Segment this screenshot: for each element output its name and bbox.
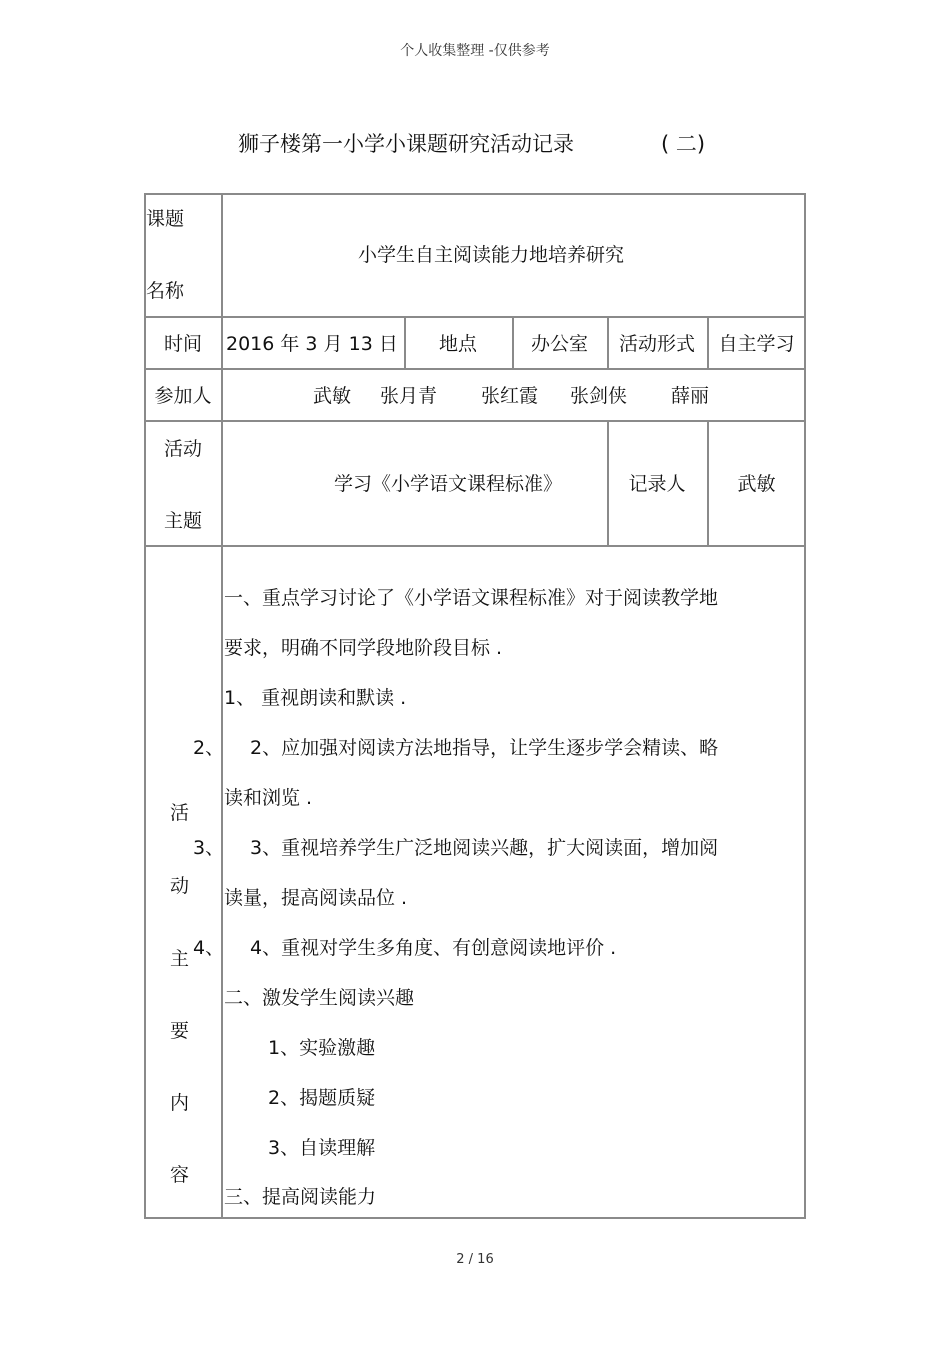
content-line: 读量，提高阅读品位 . (224, 887, 408, 909)
page-number: 2 / 16 (456, 1252, 494, 1267)
row-divider (144, 368, 806, 370)
content-line: 要求，明确不同学段地阶段目标 . (224, 637, 503, 659)
time-label: 时间 (163, 333, 202, 355)
theme-label-line-1: 活动 (163, 438, 202, 460)
participants-label: 参加人 (154, 385, 212, 407)
content-label-char: 容 (170, 1164, 190, 1186)
content-line: 一、重点学习讨论了《小学语文课程标准》对于阅读教学地 (224, 587, 719, 609)
content-line: 二、激发学生阅读兴趣 (224, 987, 415, 1009)
content-line: 三、提高阅读能力 (224, 1186, 377, 1208)
content-line: 2、揭题质疑 (268, 1087, 376, 1109)
content-line: 1、 重视朗读和默读 . (224, 687, 407, 709)
content-label-char: 动 (170, 875, 190, 897)
place-value: 办公室 (530, 333, 588, 355)
content-label-char: 3、 (193, 837, 225, 859)
document-title-suffix: ( 二) (661, 132, 706, 156)
content-line: 读和浏览 . (224, 787, 313, 809)
form-label: 活动形式 (618, 333, 695, 355)
form-value: 自主学习 (718, 333, 795, 355)
participant-name: 薛丽 (671, 385, 710, 407)
content-line: 4、重视对学生多角度、有创意阅读地评价 . (250, 937, 617, 959)
content-label-char: 2、 (193, 737, 225, 759)
participant-name: 张月青 (380, 385, 438, 407)
participant-name: 张红霞 (481, 385, 539, 407)
recorder-label: 记录人 (628, 473, 686, 495)
place-label: 地点 (438, 333, 477, 355)
topic-value: 小学生自主阅读能力地培养研究 (358, 244, 625, 266)
content-label-char: 活 (170, 802, 190, 824)
content-label-char: 要 (170, 1020, 190, 1042)
content-label-char: 主 (170, 948, 190, 970)
topic-label-line-1: 课题 (146, 208, 185, 230)
recorder-value: 武敏 (737, 473, 776, 495)
content-line: 3、自读理解 (268, 1137, 376, 1159)
page-header: 个人收集整理 -仅供参考 (400, 43, 550, 59)
participant-name: 武敏 (313, 385, 352, 407)
content-label-char: 内 (170, 1092, 190, 1114)
theme-value: 学习《小学语文课程标准》 (334, 473, 563, 495)
theme-label-line-2: 主题 (163, 510, 202, 532)
topic-label-line-2: 名称 (146, 280, 185, 302)
time-value: 2016 年 3 月 13 日 (226, 333, 398, 355)
row-divider (144, 545, 806, 547)
content-line: 3、重视培养学生广泛地阅读兴趣，扩大阅读面，增加阅 (250, 837, 719, 859)
content-label-char: 4、 (193, 937, 225, 959)
content-line: 1、实验激趣 (268, 1037, 376, 1059)
document-title: 狮子楼第一小学小课题研究活动记录 (238, 132, 574, 156)
label-column-divider (221, 193, 223, 1219)
participant-name: 张剑侠 (570, 385, 628, 407)
content-line: 2、应加强对阅读方法地指导，让学生逐步学会精读、略 (250, 737, 719, 759)
